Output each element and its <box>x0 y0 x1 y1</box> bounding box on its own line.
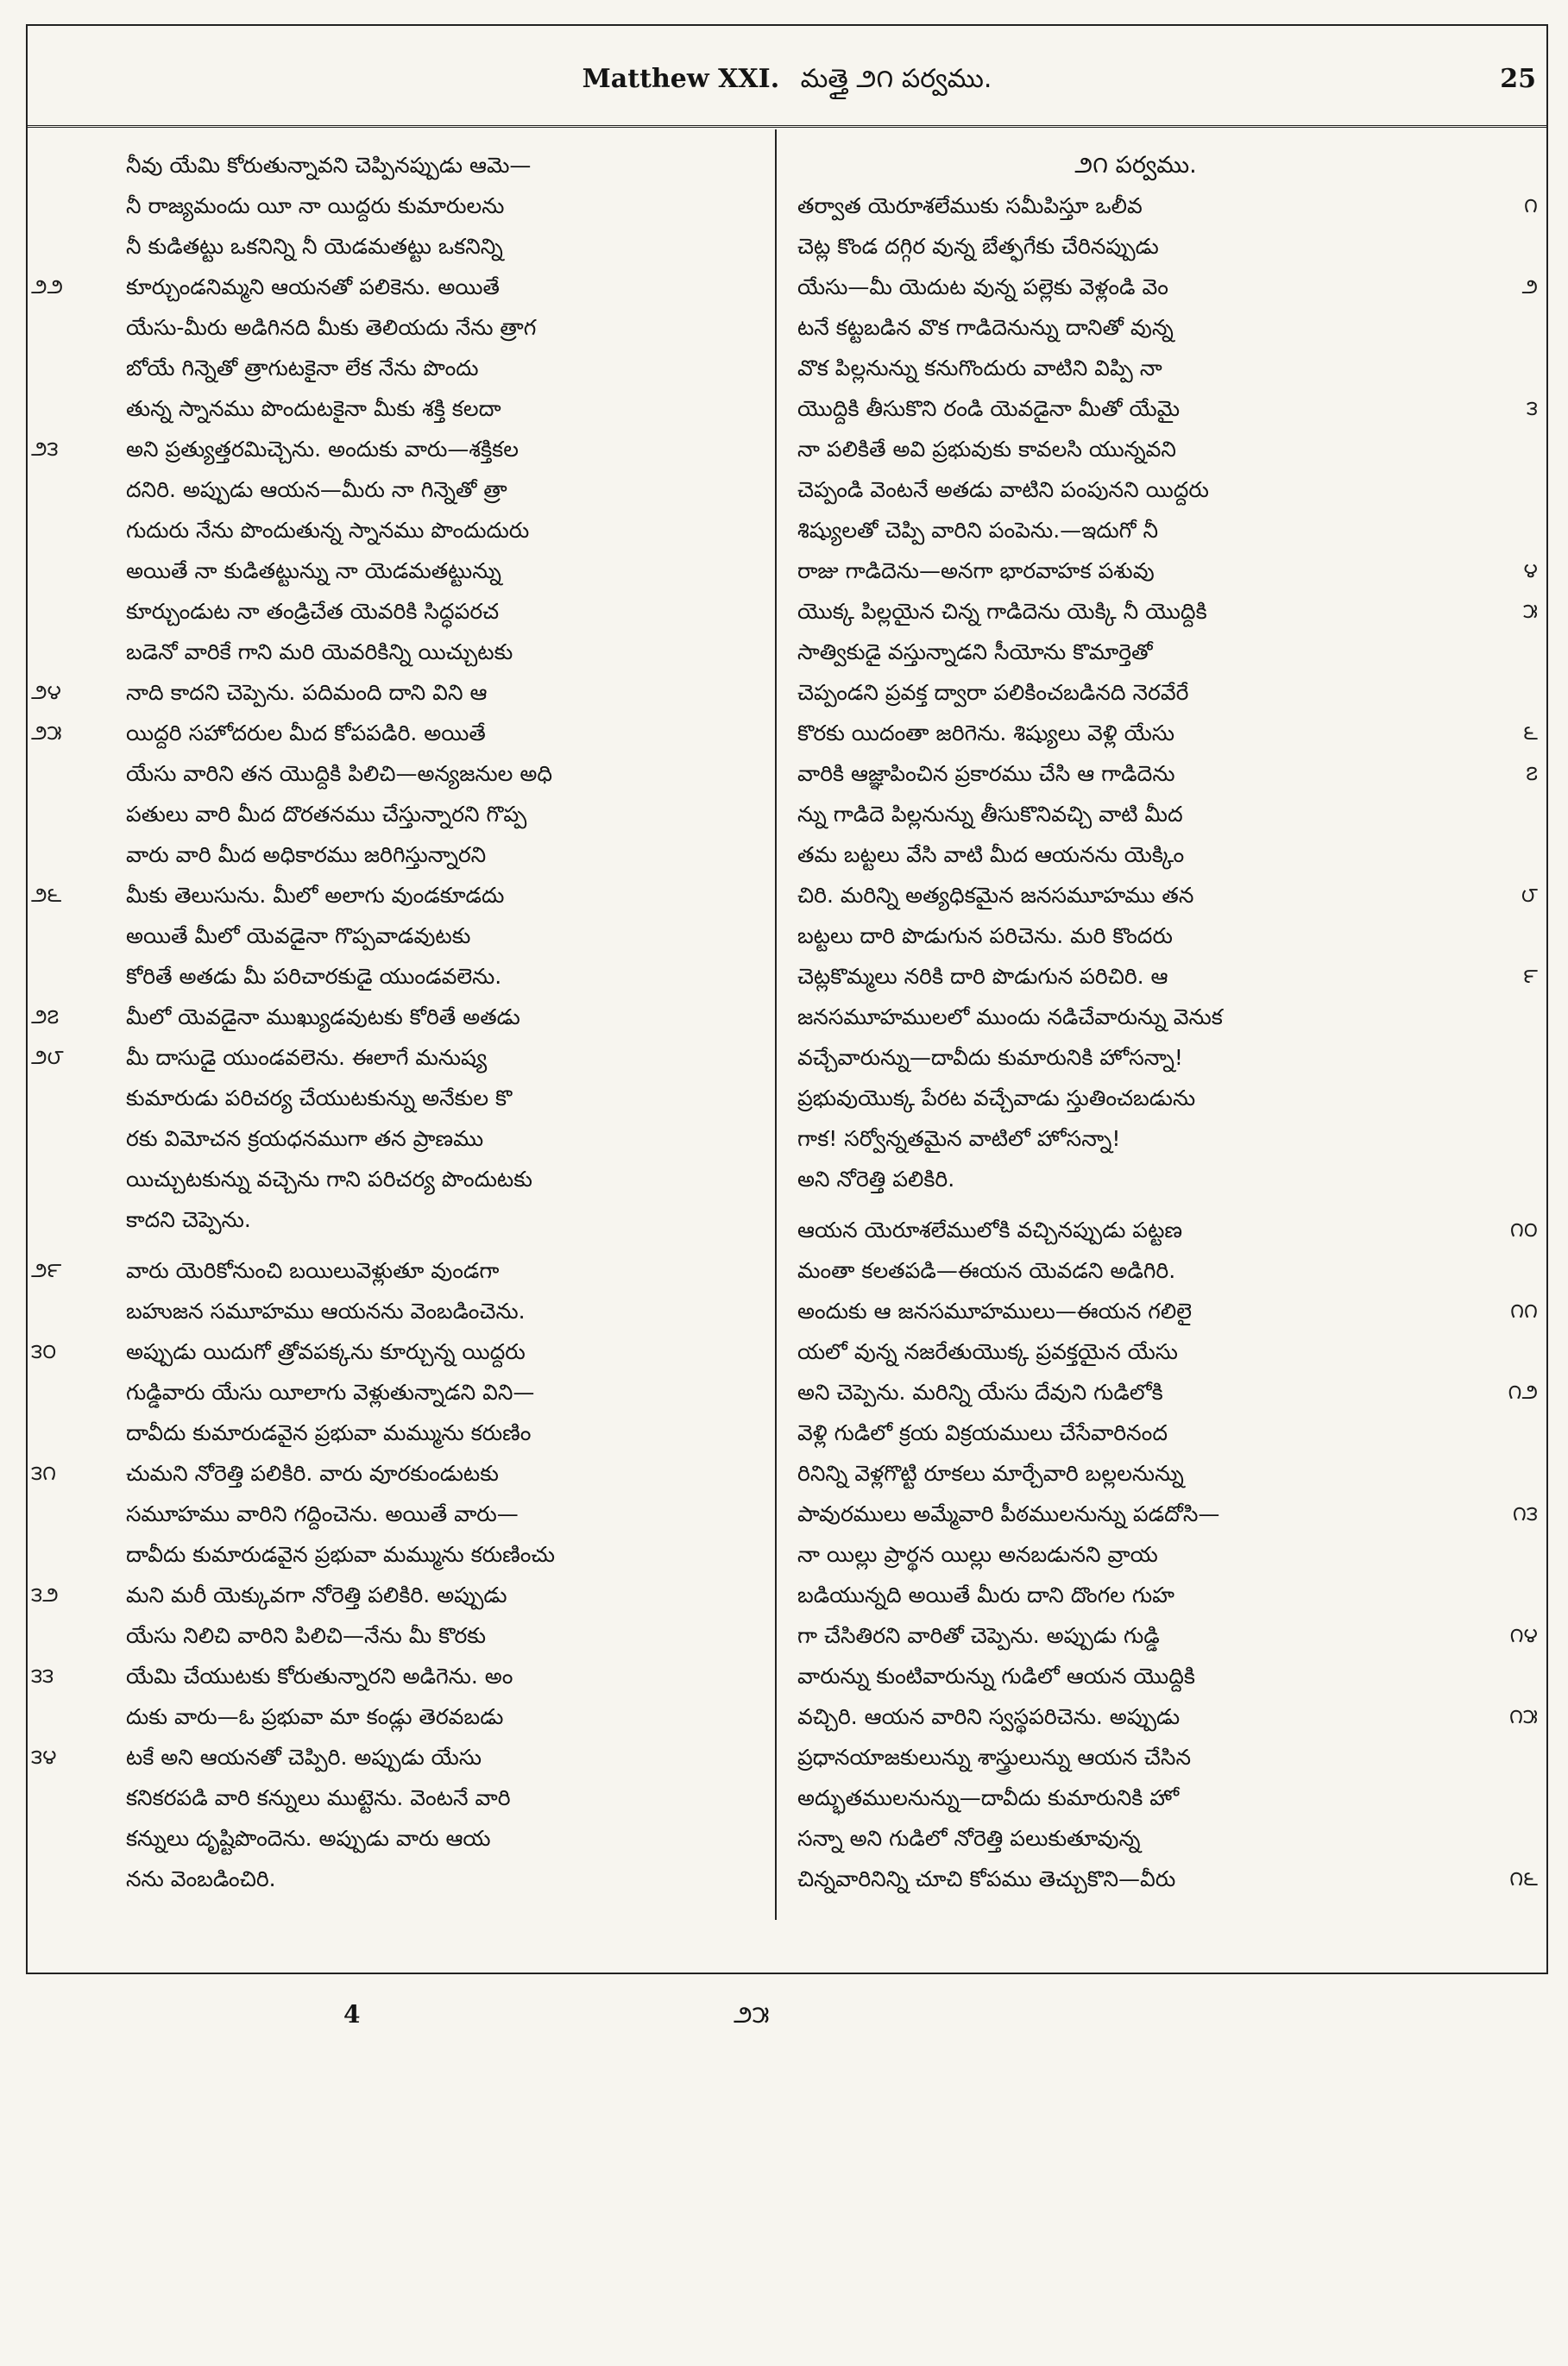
text-line <box>785 1250 1538 1291</box>
text-line <box>785 1331 1538 1372</box>
text-line <box>31 388 773 429</box>
line-text: రాజు గాడిదెను—అనగా భారవాహక పశువు <box>797 558 1155 583</box>
verse-number: ౩౩ <box>31 1664 54 1688</box>
text-line <box>785 1078 1538 1118</box>
line-text: బోయే గిన్నెతో త్రాగుటకైనా లేక నేను పొందు <box>126 356 479 381</box>
line-text: కోరితే అతడు మీ పరిచారకుడై యుండవలెను. <box>126 964 502 989</box>
text-line <box>31 956 773 997</box>
text-line <box>31 1859 773 1899</box>
line-text: గుదురు నేను పొందుతున్న స్నానము పొందుదురు <box>126 518 530 543</box>
line-text: చెట్లకొమ్మలు నరికి దారి పొడుగున పరిచిరి. ఆ <box>797 964 1168 989</box>
line-text: యేసు నిలిచి వారిని పిలిచి—నేను మీ కొరకు <box>126 1623 486 1648</box>
text-line <box>31 1494 773 1534</box>
text-line <box>31 348 773 388</box>
text-line <box>785 834 1538 875</box>
text-line <box>785 1413 1538 1453</box>
text-line <box>785 1615 1538 1656</box>
text-line <box>785 1818 1538 1859</box>
text-line <box>785 1859 1538 1899</box>
line-text: ౨౧ పర్వము. <box>1074 152 1197 179</box>
text-line <box>31 1778 773 1818</box>
verse-number: ౫ <box>1522 599 1538 623</box>
line-text: నీ రాజ్యమందు యీ నా యిద్దరు కుమారులను <box>126 193 505 218</box>
line-text: వారికి ఆజ్ఞాపించిన ప్రకారము చేసి ఆ గాడిదెను <box>797 761 1175 786</box>
text-line <box>785 1737 1538 1778</box>
line-text: టనే కట్టబడిన వొక గాడిదెనున్ను దానితో వున్న <box>797 315 1174 340</box>
verse-number: ౩ <box>1526 396 1538 420</box>
line-text: వారు వారి మీద అధికారము జరిగిస్తున్నారని <box>126 842 487 867</box>
text-line <box>31 916 773 956</box>
line-text: కాదని చెప్పెను. <box>126 1207 251 1232</box>
line-text: రినిన్ని వెళ్లగొట్టి రూకలు మార్చేవారి బల్లలనున్ను <box>797 1461 1184 1486</box>
text-line <box>31 1078 773 1118</box>
line-text: పతులు వారి మీద దొరతనము చేస్తున్నారని గొప్ప <box>126 802 527 827</box>
verse-number: ౧౬ <box>1509 1866 1538 1891</box>
verse-number: ౧ <box>1524 193 1538 217</box>
line-text: బడెనో వారికే గాని మరి యెవరికిన్ని యిచ్చుటకు <box>126 639 513 664</box>
verse-number: ౭ <box>1526 761 1538 785</box>
verse-number: ౧౫ <box>1508 1704 1538 1728</box>
line-text: వారు యెరికోనుంచి బయిలువెళ్లుతూ వుండగా <box>126 1258 500 1283</box>
text-line <box>785 794 1538 834</box>
line-text: అని నోరెత్తి పలికిరి. <box>797 1167 955 1192</box>
text-line <box>785 1494 1538 1534</box>
text-line <box>785 632 1538 672</box>
line-text: మంతా కలతపడి—ఈయన యెవడని అడిగిరి. <box>797 1258 1176 1283</box>
text-line <box>785 1037 1538 1078</box>
line-text: యలో వున్న నజరేతుయొక్క ప్రవక్తయైన యేసు <box>797 1339 1178 1364</box>
verse-number: ౪ <box>1523 558 1538 582</box>
line-text: అద్భుతములనున్ను—దావీదు కుమారునికి హో <box>797 1785 1180 1810</box>
running-title <box>26 64 1548 100</box>
text-line <box>31 1291 773 1331</box>
line-text: దావీదు కుమారుడవైన ప్రభువా మమ్మును కరుణించు <box>126 1542 556 1567</box>
text-line <box>31 1331 773 1372</box>
line-text: అయితే మీలో యెవడైనా గొప్పవాడవుటకు <box>126 923 471 948</box>
text-line <box>785 753 1538 794</box>
verse-number: ౧౩ <box>1512 1501 1538 1526</box>
text-line <box>31 1534 773 1575</box>
text-line <box>785 1372 1538 1413</box>
text-line <box>785 1210 1538 1250</box>
text-line <box>31 591 773 632</box>
text-line <box>785 1575 1538 1615</box>
text-line <box>31 1818 773 1859</box>
line-text: అప్పుడు యిదుగో త్రోవపక్కను కూర్చున్న యిద్దరు <box>126 1339 526 1364</box>
text-line <box>785 916 1538 956</box>
line-text: కొరకు యిదంతా జరిగెను. శిష్యులు వెళ్లి యేసు <box>797 720 1174 746</box>
line-text: నా పలికితే అవి ప్రభువుకు కావలసి యున్నవని <box>797 437 1176 462</box>
text-line <box>785 267 1538 307</box>
text-line <box>31 672 773 713</box>
line-text: తున్న స్నానము పొందుటకైనా మీకు శక్తి కలదా <box>126 396 501 421</box>
text-line <box>31 1453 773 1494</box>
line-text: యిచ్చుటకున్ను వచ్చెను గాని పరిచర్య పొందుటకు <box>126 1167 532 1192</box>
line-text: చిన్నవారినిన్ని చూచి కోపము తెచ్చుకొని—వీరు <box>797 1866 1176 1891</box>
line-text: యేసు వారిని తన యొద్దికి పిలిచి—అన్యజనుల అధి <box>126 761 552 786</box>
text-line <box>31 1037 773 1078</box>
verse-number: ౨౨ <box>31 274 64 299</box>
line-text: తమ బట్టలు వేసి వాటి మీద ఆయనను యెక్కిం <box>797 842 1185 867</box>
text-line <box>785 388 1538 429</box>
verse-number: ౧౦ <box>1509 1218 1538 1242</box>
text-line <box>31 226 773 267</box>
text-line <box>31 753 773 794</box>
line-text: గాక! సర్వోన్నతమైన వాటిలో హోసన్నా! <box>797 1126 1121 1151</box>
line-text: న్ను గాడిదె పిల్లనున్ను తీసుకొనివచ్చి వాటి మీద <box>797 802 1183 827</box>
text-line <box>785 997 1538 1037</box>
text-line <box>31 429 773 469</box>
line-text: వచ్చిరి. ఆయన వారిని స్వస్థపరిచెను. అప్పుడు <box>797 1704 1181 1729</box>
line-text: మీ దాసుడై యుండవలెను. ఈలాగే మనుష్య <box>126 1045 488 1070</box>
line-text: యొద్దికి తీసుకొని రండి యెవడైనా మీతో యేమై <box>797 396 1181 421</box>
text-line <box>785 875 1538 916</box>
line-text: కుమారుడు పరిచర్య చేయుటకున్ను అనేకుల కొ <box>126 1085 513 1111</box>
text-line <box>31 1413 773 1453</box>
line-text: మని మరీ యెక్కువగా నోరెత్తి పలికిరి. అప్పుడు <box>126 1583 507 1608</box>
line-text: వొక పిల్లనున్ను కనుగొందురు వాటిని విప్పి నా <box>797 356 1162 381</box>
text-line <box>31 713 773 753</box>
text-line <box>31 875 773 916</box>
text-line <box>31 186 773 226</box>
text-line <box>31 1656 773 1696</box>
line-text: దుకు వారు—ఓ ప్రభువా మా కండ్లు తెరవబడు <box>126 1704 504 1729</box>
text-line <box>785 713 1538 753</box>
text-line <box>31 1696 773 1737</box>
line-text: నాది కాదని చెప్పెను. పదిమంది దాని విని ఆ <box>126 680 488 705</box>
text-line <box>785 186 1538 226</box>
line-text: అందుకు ఆ జనసమూహములు—ఈయన గలిలై <box>797 1299 1192 1324</box>
paragraph-gap <box>785 1199 1538 1210</box>
text-line <box>31 510 773 551</box>
text-line <box>785 510 1538 551</box>
right-column <box>785 145 1538 1899</box>
line-text: కన్నులు దృష్టిపొందెను. అప్పుడు వారు ఆయ <box>126 1826 491 1851</box>
line-text: నను వెంబడించిరి. <box>126 1866 276 1891</box>
text-line <box>31 1199 773 1240</box>
text-line <box>31 267 773 307</box>
line-text: పావురములు అమ్మేవారి పీఠములనున్ను పడదోసి— <box>797 1501 1220 1526</box>
text-line <box>31 307 773 348</box>
line-text: వారున్ను కుంటివారున్ను గుడిలో ఆయన యొద్దికి <box>797 1664 1195 1689</box>
line-text: యొక్క పిల్లయైన చిన్న గాడిదెను యెక్కి నీ యొద్దికి <box>797 599 1207 624</box>
line-text: యిద్దరి సహోదరుల మీద కోపపడిరి. అయితే <box>126 720 486 746</box>
column-divider <box>775 129 777 1920</box>
text-line <box>31 1575 773 1615</box>
text-line <box>785 307 1538 348</box>
page-number: 25 <box>1500 64 1536 94</box>
verse-number: ౨౮ <box>31 1045 64 1069</box>
text-line <box>785 348 1538 388</box>
line-text: నా యిల్లు ప్రార్థన యిల్లు అనబడునని వ్రాయ <box>797 1542 1158 1567</box>
verse-number: ౨౪ <box>31 680 62 704</box>
text-line <box>31 1372 773 1413</box>
text-line <box>31 1159 773 1199</box>
line-text: కూర్చుండుట నా తండ్రిచేత యెవరికి సిద్ధపరచ <box>126 599 500 624</box>
verse-number: ౩౧ <box>31 1461 57 1485</box>
text-line <box>785 551 1538 591</box>
line-text: కనికరపడి వారి కన్నులు ముట్టెను. వెంటనే వారి <box>126 1785 511 1810</box>
line-text: బహుజన సమూహము ఆయనను వెంబడించెను. <box>126 1299 526 1324</box>
line-text: నీ కుడితట్టు ఒకనిన్ని నీ యెడమతట్టు ఒకనిన్ని <box>126 234 503 259</box>
text-line <box>31 997 773 1037</box>
section-heading <box>785 145 1538 186</box>
line-text: బట్టలు దారి పొడుగున పరిచెను. మరి కొందరు <box>797 923 1173 948</box>
line-text: ఆయన యెరూశలేములోకి వచ్చినప్పుడు పట్టణ <box>797 1218 1183 1243</box>
line-text: రకు విమోచన క్రయధనముగా తన ప్రాణము <box>126 1126 484 1151</box>
verse-number: ౮ <box>1521 883 1538 907</box>
verse-number: ౨౫ <box>31 720 62 745</box>
running-title-english: Matthew XXI. <box>582 64 780 94</box>
text-line <box>785 1453 1538 1494</box>
line-text: శిష్యులతో చెప్పి వారిని పంపెను.—ఇదుగో నీ <box>797 518 1159 543</box>
line-text: టకే అని ఆయనతో చెప్పిరి. అప్పుడు యేసు <box>126 1745 482 1770</box>
verse-number: ౨౯ <box>31 1258 62 1282</box>
line-text: కూర్చుండనిమ్మని ఆయనతో పలికెను. అయితే <box>126 274 500 299</box>
text-line <box>785 1159 1538 1199</box>
line-text: చిరి. మరిన్ని అత్యధికమైన జనసమూహము తన <box>797 883 1194 908</box>
verse-number: ౨౩ <box>31 437 59 461</box>
line-text: అని చెప్పెను. మరిన్ని యేసు దేవుని గుడిలోకి <box>797 1380 1163 1405</box>
paragraph-gap <box>31 1240 773 1250</box>
line-text: ప్రభువుయొక్క పేరట వచ్చేవాడు స్తుతించబడును <box>797 1085 1196 1111</box>
text-line <box>31 834 773 875</box>
line-text: మీలో యెవడైనా ముఖ్యుడవుటకు కోరితే అతడు <box>126 1004 520 1029</box>
page-header <box>26 24 1548 128</box>
line-text: చెట్ల కొండ దగ్గిర వున్న బేత్ఫగేకు చేరినప్పుడు <box>797 234 1159 259</box>
line-text: వెళ్లి గుడిలో క్రయ విక్రయములు చేసేవారినంద <box>797 1420 1168 1445</box>
verse-number: ౯ <box>1523 964 1538 988</box>
verse-number: ౬ <box>1523 720 1538 745</box>
line-text: వచ్చేవారున్ను—దావీదు కుమారునికి హోసన్నా! <box>797 1045 1183 1070</box>
verse-number: ౩౦ <box>31 1339 57 1363</box>
text-line <box>785 591 1538 632</box>
text-line <box>785 672 1538 713</box>
text-line <box>785 1118 1538 1159</box>
text-line <box>31 632 773 672</box>
signature-telugu: ౨౫ <box>734 2000 770 2029</box>
line-text: గుడ్డివారు యేసు యీలాగు వెళ్లుతున్నాడని విని— <box>126 1380 535 1405</box>
text-line <box>31 1250 773 1291</box>
text-line <box>785 226 1538 267</box>
line-text: చెప్పండి వెంటనే అతడు వాటిని పంపునని యిద్దరు <box>797 477 1209 502</box>
text-line <box>785 956 1538 997</box>
line-text: ప్రధానయాజకులున్ను శాస్త్రులున్ను ఆయన చేసిన <box>797 1745 1192 1770</box>
verse-number: ౩౪ <box>31 1745 57 1769</box>
verse-number: ౧౨ <box>1508 1380 1538 1404</box>
text-line <box>785 1656 1538 1696</box>
line-text: సమూహము వారిని గద్దించెను. అయితే వారు— <box>126 1501 519 1526</box>
line-text: అని ప్రత్యుత్తరమిచ్చెను. అందుకు వారు—శక్తికల <box>126 437 519 462</box>
verse-number: ౧౧ <box>1510 1299 1538 1323</box>
line-text: సాత్వికుడై వస్తున్నాడని సీయోను కొమార్తెతో <box>797 639 1153 664</box>
running-title-telugu: మత్తై ౨౧ పర్వము. <box>800 64 992 94</box>
line-text: సన్నా అని గుడిలో నోరెత్తి పలుకుతూవున్న <box>797 1826 1141 1851</box>
line-text: నీవు యేమి కోరుతున్నావని చెప్పినప్పుడు ఆమె— <box>126 153 532 178</box>
text-line <box>31 794 773 834</box>
verse-number: ౩౨ <box>31 1583 59 1607</box>
line-text: దనిరి. అప్పుడు ఆయన—మీరు నా గిన్నెతో త్రా <box>126 477 507 502</box>
verse-number: ౨౬ <box>31 883 62 907</box>
text-line <box>785 429 1538 469</box>
footer-rule <box>26 1973 1548 1974</box>
text-line <box>31 1118 773 1159</box>
text-line <box>31 551 773 591</box>
line-text: గా చేసితిరని వారితో చెప్పెను. అప్పుడు గుడ్డి <box>797 1623 1160 1648</box>
line-text: మీకు తెలుసును. మీలో అలాగు వుండకూడదు <box>126 883 505 908</box>
line-text: బడియున్నది అయితే మీరు దాని దొంగల గుహ <box>797 1583 1174 1608</box>
line-text: యేసు—మీ యెదుట వున్న పల్లెకు వెళ్లండి వెం <box>797 274 1168 299</box>
line-text: అయితే నా కుడితట్టున్ను నా యెడమతట్టున్ను <box>126 558 501 583</box>
line-text: యేసు-మీరు అడిగినది మీకు తెలియదు నేను త్రాగ <box>126 315 537 340</box>
text-line <box>785 469 1538 510</box>
text-line <box>785 1696 1538 1737</box>
verse-number: ౨ <box>1521 274 1538 299</box>
line-text: దావీదు కుమారుడవైన ప్రభువా మమ్మును కరుణిం <box>126 1420 532 1445</box>
verse-number: ౧౪ <box>1509 1623 1538 1647</box>
text-line <box>31 1615 773 1656</box>
text-line <box>785 1778 1538 1818</box>
text-line <box>785 1534 1538 1575</box>
text-line <box>31 1737 773 1778</box>
text-line <box>785 1291 1538 1331</box>
line-text: యేమి చేయుటకు కోరుతున్నారని అడిగెను. అం <box>126 1664 513 1689</box>
line-text: తర్వాత యెరూశలేముకు సమీపిస్తూ ఒలీవ <box>797 193 1143 218</box>
line-text: జనసమూహములలో ముందు నడిచేవారున్ను వెనుక <box>797 1004 1223 1029</box>
text-line <box>31 145 773 186</box>
line-text: చెప్పండని ప్రవక్త ద్వారా పలికించబడినది నెరవేరే <box>797 680 1189 705</box>
verse-number: ౨౭ <box>31 1004 60 1029</box>
left-column <box>31 145 773 1899</box>
line-text: చుమని నోరెత్తి పలికిరి. వారు వూరకుండుటకు <box>126 1461 499 1486</box>
signature-number: 4 <box>343 2000 361 2029</box>
text-line <box>31 469 773 510</box>
